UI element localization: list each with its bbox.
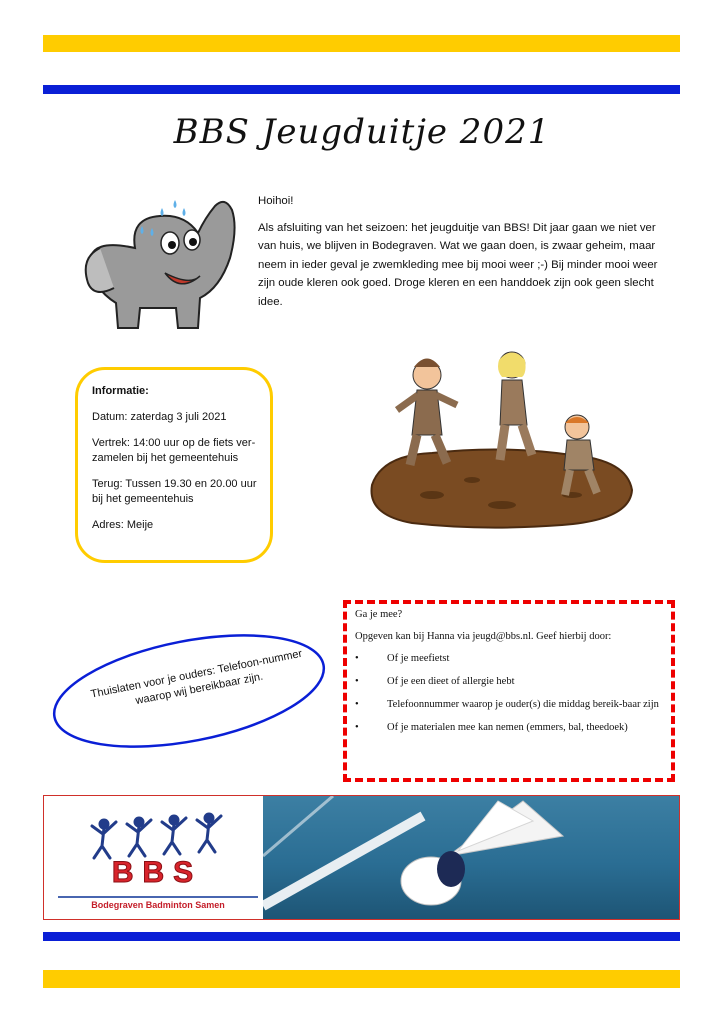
- badminton-court-photo: [263, 796, 680, 920]
- signup-list: [355, 652, 663, 734]
- info-box: [75, 367, 273, 563]
- list-item: • Of je materialen mee kan nemen (emmers, bal, theedoek): [355, 721, 663, 734]
- signup-box: [343, 600, 675, 782]
- mud-kids-illustration: [362, 345, 637, 530]
- list-item: • Of je een dieet of allergie hebt: [355, 675, 663, 688]
- logo-underline: [58, 896, 258, 898]
- intro-greeting: Hoihoi!: [258, 195, 294, 207]
- logo-letters: BBS: [111, 856, 203, 889]
- top-yellow-bar: [43, 35, 680, 52]
- shuttlecock-icon: [263, 796, 680, 920]
- bottom-blue-bar: [43, 932, 680, 941]
- list-item: • Of je meefietst: [355, 652, 663, 665]
- club-banner: [43, 795, 680, 920]
- signup-question: Ga je mee?: [355, 609, 403, 620]
- logo-tagline: Bodegraven Badminton Samen: [91, 900, 225, 910]
- players-logo-icon: [84, 806, 244, 861]
- info-terug: Terug: Tussen 19.30 en 20.00 uur bij het gemeentehuis: [92, 478, 257, 505]
- top-blue-bar: [43, 85, 680, 94]
- parents-note-text: Thuislaten voor je ouders: Telefoon-nummer waarop wij bereikbaar zijn.: [89, 647, 304, 708]
- intro-body: Als afsluiting van het seizoen: het jeugduitje van BBS! Dit jaar gaan we niet ver van huis, we blijven in Bodegraven. Wat we gaan doen, is zwaar geheim, maar neem in ieder geval je zwemkleding mee bij mooi weer ;-) Bij minder mooi weer zijn oude kleren ook goed. Droge kleren en een handdoek zijn ook geen slecht idee.: [258, 221, 658, 308]
- bottom-yellow-bar: [43, 970, 680, 988]
- page-title: BBS Jeugduitje 2021: [173, 112, 551, 152]
- info-datum: Datum: zaterdag 3 juli 2021: [92, 411, 227, 423]
- list-item: • Telefoonnummer waarop je ouder(s) die middag bereik-baar zijn: [355, 698, 663, 711]
- info-heading: Informatie:: [92, 385, 149, 397]
- info-adres: Adres: Meije: [92, 519, 154, 531]
- intro-text: [258, 192, 668, 319]
- elephant-illustration: [80, 188, 245, 338]
- parents-note: [48, 633, 330, 750]
- signup-instruction: Opgeven kan bij Hanna via jeugd@bbs.nl. Geef hierbij door:: [355, 631, 612, 642]
- info-vertrek: Vertrek: 14:00 uur op de fiets ver-zamelen bij het gemeentehuis: [92, 437, 256, 464]
